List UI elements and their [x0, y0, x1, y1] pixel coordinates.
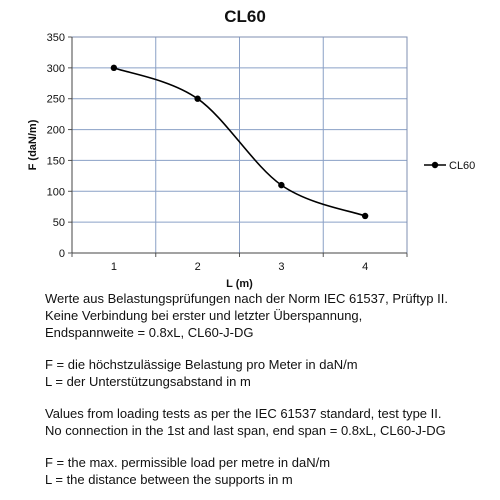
note-de-l-definition: L = der Unterstützungsabstand in m [45, 374, 251, 389]
y-tick-label: 0 [58, 248, 65, 260]
note-de-line-1: Werte aus Belastungsprüfungen nach der Norm IEC 61537, Prüftyp II. [45, 291, 448, 306]
x-axis-label: L (m) [226, 278, 253, 290]
y-axis-label: F (daN/m) [27, 119, 39, 171]
y-tick-label: 150 [46, 155, 65, 168]
data-point [362, 213, 368, 219]
data-point [111, 65, 117, 71]
note-en-line-1: Values from loading tests as per the IEC 61537 standard, test type II. [45, 406, 442, 421]
notes-section [45, 290, 495, 488]
x-tick-label: 4 [362, 261, 369, 273]
legend-marker [432, 162, 438, 168]
x-tick-label: 2 [194, 261, 201, 273]
y-tick-label: 50 [52, 217, 65, 230]
note-en-f-definition: F = the max. permissible load per metre in daN/m [45, 455, 331, 470]
x-tick-label: 1 [110, 261, 117, 273]
note-en-l-definition: L = the distance between the supports in m [45, 472, 293, 487]
y-tick-label: 100 [46, 186, 65, 199]
data-point [278, 182, 284, 188]
legend-label: CL60 [449, 160, 476, 172]
y-tick-label: 250 [46, 93, 65, 106]
note-de-line-2: Keine Verbindung bei erster und letzter Überspannung, [45, 308, 363, 323]
note-en-line-2: No connection in the 1st and last span, end span = 0.8xL, CL60-J-DG [45, 423, 446, 438]
y-tick-label: 350 [46, 32, 65, 44]
y-tick-label: 300 [46, 62, 65, 75]
data-point [194, 96, 200, 102]
note-de-f-definition: F = die höchstzulässige Belastung pro Meter in daN/m [45, 357, 358, 372]
note-de-line-3: Endspannweite = 0.8xL, CL60-J-DG [45, 325, 254, 340]
x-tick-label: 3 [278, 261, 285, 273]
chart-title: CL60 [224, 7, 266, 26]
y-tick-label: 200 [46, 124, 65, 137]
